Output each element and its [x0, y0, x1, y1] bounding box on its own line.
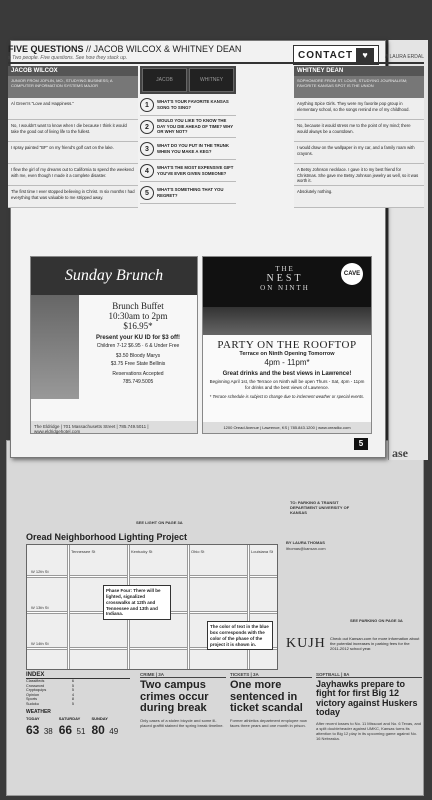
crime-story [140, 672, 226, 728]
index-row: Sudoku 5 [26, 701, 74, 706]
kujh-text: Check out Kansan.com for more information about the potential increases in parking fees for the 2011-2012 school year. [330, 636, 420, 652]
road-louisiana [247, 545, 250, 669]
nest-disclaimer: * Terrace schedule is subject to change due to inclement weather or special events. [209, 393, 365, 399]
right-answer-3: I would draw on the wallpaper in my car, and a family roam with crayons. [294, 142, 424, 164]
headline-fragment: ase [392, 446, 408, 460]
label-kentucky: Kentucky St [131, 549, 153, 554]
nest-time: 4pm - 11pm* [264, 358, 310, 367]
questions-column [140, 66, 236, 204]
tickets-title: One more sentenced in ticket scandal [230, 679, 303, 715]
brunch-price: $16.95* [123, 321, 153, 331]
cave-logo: CAVE [341, 263, 363, 285]
softball-tag: SOFTBALL | 8A [316, 672, 422, 678]
weather-title: WEATHER [26, 709, 51, 716]
softball-body: After recent losses to No. 11 Missouri and No. 6 Texas, and a split doubleheader against UMKC, Kansas turns its attention to Big 12 play in its upcoming game against No. 16 Nebraska. [316, 720, 422, 742]
number-3: 3 [140, 142, 154, 156]
nest-ad [202, 256, 372, 434]
road-tennessee [67, 545, 70, 669]
brunch-children: Children 7-12 $6.95 · 6 & Under Free [96, 343, 180, 349]
brunch-drinks-2: $3.75 Free State Bellinis [110, 361, 166, 367]
number-2: 2 [140, 120, 154, 134]
left-answer-3: I spray painted "BF" on my friend's golf cart on the lake. [8, 142, 138, 164]
brunch-phone: 785.749.5005 [122, 379, 154, 385]
right-name: WHITNEY DEAN [294, 66, 424, 76]
weather-sunday: SUNDAY 80 49 [91, 716, 119, 738]
heart-icon: ♥ [356, 48, 374, 62]
index-row: Classifieds 6 [26, 679, 74, 683]
index-title: INDEX [26, 672, 130, 679]
nest-footer: 1200 Oread Avenue | Lawrence, KS | 785.843.1200 | www.oreadkc.com [203, 422, 371, 433]
contact-label: CONTACT [298, 49, 354, 61]
brunch-reservations: Reservations Accepted [112, 371, 164, 377]
divider [8, 62, 424, 64]
left-answer-4: I flew the girl of my dreams out to California to spend the weekend with me, even though I made it a complete disaster. [8, 164, 138, 186]
phase-four-callout: Phase Four: There will be lighted, signalized crosswalks at 12th and Tennessee and 13th and Indiana. [103, 585, 171, 620]
crime-title: Two campus crimes occur during break [140, 679, 209, 715]
page-number: 5 [354, 438, 368, 450]
question-1: 1 WHAT'S YOUR FAVORITE KANSAS SONG TO SING? [140, 94, 236, 116]
brunch-offer: Present your KU ID for $3 off! [95, 335, 180, 341]
five-questions-title: FIVE QUESTIONS // JACOB WILCOX & WHITNEY DEAN [8, 44, 242, 54]
skyline-photo [203, 307, 371, 335]
question-4: 4 WHAT'S THE MOST EXPENSIVE GIFT YOU'VE EVER GIVEN SOMEONE? [140, 160, 236, 182]
tickets-body: Former athletics department employee now faces three years and one month in prison. [230, 717, 307, 728]
left-answer-2: No, I wouldn't want to know when I die because I think it would take the good out of living life to the fullest. [8, 120, 138, 142]
nest-sub: Terrace on Ninth Opening Tomorrow [239, 351, 335, 357]
crime-body: Only cases of a stolen bicycle and some ill-placed graffiti stained the spring break timeline. [140, 717, 224, 728]
parking-address: TO: PARKING & TRANSIT DEPARTMENT UNIVERSITY OF KANSAS [290, 500, 350, 516]
index-row: Crossword 5 [26, 683, 74, 688]
softball-title: Jayhawks prepare to fight for first Big 12 victory against Huskers today [316, 679, 418, 718]
portrait-photos [140, 66, 236, 94]
index-row: Cryptoquips 5 [26, 688, 74, 693]
right-answer-2: No, because it would stress me to the point of my mind; there would always be a countdown. [294, 120, 424, 142]
nest-logo: THE NEST ON NINTH [260, 265, 310, 292]
right-column [294, 66, 424, 208]
five-questions-subtitle: » Two people. Five questions. See how they stack up. [8, 55, 128, 61]
question-3: 3 WHAT DO YOU PUT IN THE TRUNK WHEN YOU MAKE A KEG? [140, 138, 236, 160]
number-5: 5 [140, 186, 154, 200]
softball-story [316, 672, 422, 742]
weather-today: TODAY 63 38 [26, 716, 53, 738]
brunch-body [83, 301, 193, 385]
number-4: 4 [140, 164, 154, 178]
weather-forecast [26, 716, 130, 739]
left-answer-1: Al Green's "Love and Happiness." [8, 98, 138, 120]
nest-headline: PARTY ON THE ROOFTOP [217, 339, 357, 351]
number-1: 1 [140, 98, 154, 112]
label-14th: W 14th St [31, 641, 49, 646]
photo-right: WHITNEY [189, 68, 234, 92]
right-bio: SOPHOMORE FROM ST. LOUIS, STUDYING JOURNALISM; FAVORITE KANSAS SPOT IS THE UNION [294, 76, 424, 98]
see-light: SEE LIGHT ON PAGE 3A [136, 520, 183, 525]
brunch-title: Sunday Brunch [31, 257, 197, 295]
kujh-logo: KUJH [286, 636, 326, 651]
road-12th [27, 575, 277, 578]
tickets-tag: TICKETS | 3A [230, 672, 312, 678]
left-bio: JUNIOR FROM JOPLIN, MO., STUDYING BUSINESS; A COMPUTER INFORMATION SYSTEMS MAJOR [8, 76, 138, 98]
author: // LAURA ERDAL [385, 54, 424, 60]
label-tennessee: Tennessee St [71, 549, 96, 554]
label-louisiana: Louisiana St [251, 549, 274, 554]
question-5: 5 WHAT'S SOMETHING THAT YOU REGRET? [140, 182, 236, 204]
label-ohio: Ohio St [191, 549, 205, 554]
tickets-story [230, 672, 312, 728]
photo-left: JACOB [142, 68, 187, 92]
map-title: Oread Neighborhood Lighting Project [26, 532, 187, 542]
question-2: 2 WOULD YOU LIKE TO KNOW THE DAY YOU DIE AHEAD OF TIME? WHY OR WHY NOT? [140, 116, 236, 138]
nest-header [203, 257, 371, 335]
byline: BY LAURA THOMAS [286, 540, 325, 545]
index-row: Opinion 4 [26, 692, 74, 697]
index-box [26, 672, 130, 790]
index-row: Sports 8 [26, 697, 74, 702]
crime-tag: CRIME | 3A [140, 672, 226, 678]
weather-saturday: SATURDAY 66 51 [58, 716, 86, 738]
brunch-buffet: Brunch Buffet [112, 301, 164, 311]
right-answer-4: A Betsy Johnson necklace. I gave it to my best friend for Christmas. She gave me Betsy Johnson jewelry as well, so it was worth it. [294, 164, 424, 186]
left-column [8, 66, 138, 208]
nest-tagline: Great drinks and the best views in Lawrence! [222, 371, 352, 377]
brunch-drinks-1: $3.50 Bloody Marys [115, 353, 161, 359]
see-parking: SEE PARKING ON PAGE 3A [350, 618, 403, 623]
lighting-map [26, 544, 278, 670]
color-key-callout: The color of text in the blue box corresponds with the color of the phase of the project it is shown in. [207, 621, 273, 650]
brunch-hours: 10:30am to 2pm [108, 311, 168, 321]
byline-email: lthomas@kansan.com [286, 546, 326, 551]
road-ohio [187, 545, 190, 669]
left-answer-5: The first time I ever stopped believing in Christ. In six months I had everything that was valuable to me stripped away. [8, 186, 138, 208]
brunch-ad [30, 256, 198, 434]
nest-details: Beginning April 1st, the Terrace on Ninth will be open Thurs - Sat, 4pm - 11pm for drinks and the best views of Lawrence. [209, 379, 365, 390]
left-name: JACOB WILCOX [8, 66, 138, 76]
label-13th: W 13th St [31, 605, 49, 610]
right-answer-5: Absolutely nothing. [294, 186, 424, 208]
brunch-footer: The Eldridge | 701 Massachusetts Street | 785.749.5011 | www.eldridgehotel.com [31, 421, 197, 433]
brunch-photo [31, 295, 79, 399]
right-answer-1: Anything Spice Girls. They were my favorite pop group in elementary school, so the songs remind me of my childhood. [294, 98, 424, 120]
label-12th: W 12th St [31, 569, 49, 574]
